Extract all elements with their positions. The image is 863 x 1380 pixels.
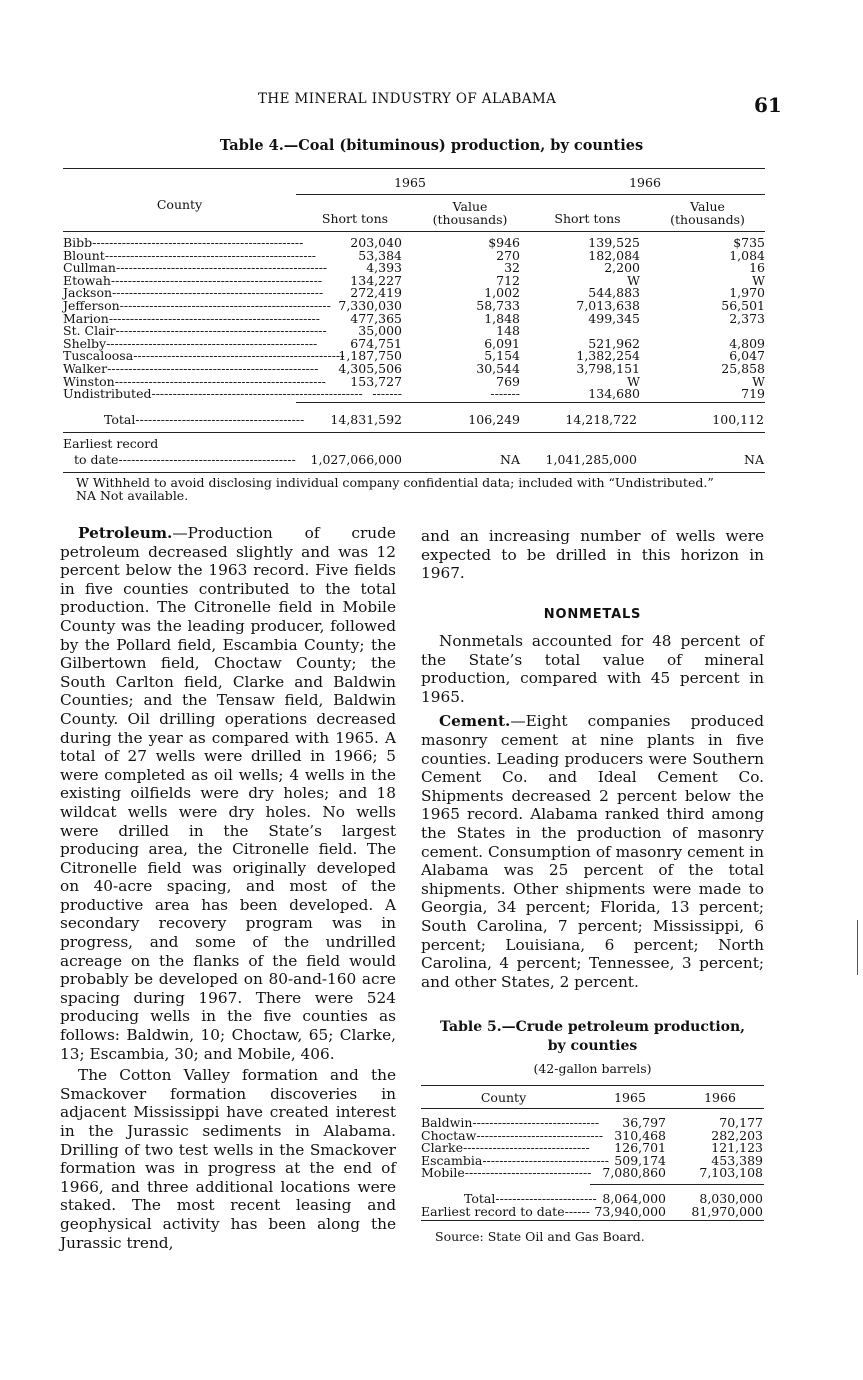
table4-row-value-1965: 148 [496, 323, 520, 339]
table5-bottom-rule [421, 1220, 764, 1221]
table4-row-county: Etowah-------------------------------------------------- [63, 272, 323, 288]
table4-row-value-1965: 5,154 [484, 348, 520, 364]
table4-year-rule [296, 194, 765, 195]
table5-total-rule [590, 1184, 764, 1185]
table4-year-1966: 1966 [629, 175, 661, 190]
table4-row-tons-1965: 477,365 [350, 310, 402, 326]
table4-row-county: Shelby-------------------------------------------------- [63, 335, 318, 351]
petroleum-runin: Petroleum. [78, 524, 173, 542]
table4-row-tons-1965: 35,000 [358, 323, 402, 339]
table5-row-1965: 7,080,860 [602, 1165, 666, 1181]
table4-total-rule [296, 402, 765, 403]
table5-row-1965: 310,468 [614, 1127, 666, 1143]
table4-row-county: Marion-------------------------------------------------- [63, 310, 320, 326]
table4-row-county: Walker-------------------------------------------------- [63, 361, 319, 376]
nonmetals-heading: NONMETALS [543, 607, 642, 622]
table5-row-1966: 121,123 [711, 1140, 763, 1156]
left-column [60, 524, 396, 1252]
table4-row-value-1966: $735 [733, 235, 765, 250]
table4-col-tons-1966: Short tons [554, 211, 621, 226]
table4-row-value-1965: 1,848 [484, 310, 520, 326]
table4-row-county: Undistributed-------------------------------------------------- [63, 386, 363, 402]
table4-earliest-v65: NA [500, 452, 520, 467]
table4-row-tons-1966: 7,013,638 [576, 298, 640, 313]
table5-col-county: County [480, 1090, 527, 1105]
table4-row-county: St. Clair-------------------------------------------------- [63, 323, 327, 339]
table5-row-1965: 36,797 [622, 1115, 666, 1130]
table4-header-rule [63, 231, 765, 232]
table4-row-tons-1966: 2,200 [604, 260, 640, 276]
table5-row-1966: 70,177 [719, 1115, 763, 1130]
table4-row-value-1966: 16 [749, 260, 765, 276]
table5-earliest-label: Earliest record to date------ [421, 1204, 590, 1219]
table5-subtitle: (42-gallon barrels) [533, 1061, 652, 1076]
table4-row-tons-1965: 203,040 [350, 235, 402, 250]
table5-title: Table 5.—Crude petroleum production, by counties [439, 1019, 746, 1054]
table4-bottom-rule [63, 472, 765, 473]
table5-row-county: Baldwin------------------------------ [421, 1115, 600, 1130]
table4-row-value-1965: 58,733 [476, 298, 520, 313]
table4-row-value-1966: W [752, 272, 765, 288]
table4-row-tons-1965: 1,187,750 [338, 348, 402, 364]
table5-col-1966: 1966 [704, 1090, 736, 1105]
running-head: THE MINERAL INDUSTRY OF ALABAMA [258, 91, 557, 107]
table4-row-value-1965: 1,002 [484, 285, 520, 301]
table5-header-rule [421, 1108, 764, 1109]
right-column-lower [421, 632, 764, 991]
table4-top-rule [63, 168, 765, 169]
table4-earliest-label-l1: Earliest record [63, 436, 159, 451]
table4-row-value-1965: 30,544 [476, 361, 520, 376]
table4-row-value-1966: 1,084 [729, 247, 765, 263]
table4-row-tons-1965: 134,227 [350, 272, 402, 288]
table4-col-value-1966: Value (thousands) [670, 199, 745, 227]
table4-row-tons-1966: 544,883 [588, 285, 640, 301]
table4-row-tons-1965: 4,305,506 [338, 361, 402, 376]
table4-row-value-1966: 25,858 [721, 361, 765, 376]
table5-row-1965: 126,701 [614, 1140, 666, 1156]
table4-row-value-1966: 1,970 [729, 285, 765, 301]
table4-row-tons-1966: 134,680 [588, 386, 640, 402]
table4-row-tons-1966: 3,798,151 [576, 361, 640, 376]
table4-row-tons-1966: 182,084 [588, 247, 640, 263]
table4-col-tons-1965: Short tons [321, 211, 389, 226]
table4-row-county: Jackson-------------------------------------------------- [63, 285, 324, 301]
table4-row-value-1966: 6,047 [729, 348, 765, 364]
table4-row-tons-1965: 272,419 [350, 285, 402, 301]
table4-total-v65: 106,249 [468, 412, 520, 427]
table4-row-tons-1965: 7,330,030 [338, 298, 402, 313]
table5-row-county: Mobile------------------------------ [421, 1165, 592, 1181]
table4-row-value-1965: 712 [496, 272, 520, 288]
right-column [421, 527, 764, 583]
table4-row-tons-1966: 521,962 [588, 335, 640, 351]
table4-row-value-1966: W [752, 373, 765, 389]
table4-earliest-label-l2: to date------------------------------------------ [74, 452, 296, 467]
table4-total-bottom-rule [63, 432, 765, 433]
nonmetals-paragraph: Nonmetals accounted for 48 percent of the State’s total value of mineral production, compared with 45 percent in 1965. [421, 632, 764, 706]
margin-mark [857, 920, 858, 975]
table4-row-tons-1965: ------- [372, 386, 402, 402]
table4-row-county: Tuscaloosa-------------------------------------------------- [63, 348, 345, 364]
table4-row-value-1965: 6,091 [484, 335, 520, 351]
table4-row-value-1965: 769 [496, 373, 520, 389]
table4-total-v66: 100,112 [712, 412, 764, 427]
table4-row-value-1965: ------- [490, 386, 520, 402]
table4-row-county: Winston-------------------------------------------------- [63, 373, 326, 389]
table4-row-tons-1966: W [627, 373, 640, 389]
table5-total-label: Total------------------------ [464, 1191, 597, 1206]
table4-row-value-1966: 719 [741, 386, 765, 402]
table4-row-tons-1966: 1,382,254 [576, 348, 640, 364]
table4-row-value-1965: 270 [496, 247, 520, 263]
table5-total-1965: 8,064,000 [602, 1191, 666, 1206]
table4-row-value-1965: $946 [488, 235, 520, 250]
petroleum-paragraph: Petroleum.—Production of crude petroleum decreased slightly and was 12 percent below the 1963 record. Five fields in five counties contributed to the total production. The Citronelle field in Mobile County was the leading producer, followed by the Pollard field, Escambia County; the Gilbertown field, Choctaw County; the South Carlton field, Clarke and Baldwin Counties; and the Tensaw field, Baldwin County. Oil drilling operations decreased during the year as compared with 1965. A total of 27 wells were drilled in 1966; 5 were completed as oil wells; 4 wells in the existing oilfields were dry holes; and 18 wildcat wells were dry holes. No wells were drilled in the State’s largest producing area, the Citronelle field. The Citronelle field was originally developed on 40-acre spacing, and most of the productive area has been developed. A secondary recovery program was in progress, and some of the undrilled acreage on the flanks of the field would probably be developed on 80-and-160 acre spacing during 1967. There were 524 producing wells in the five counties as follows: Baldwin, 10; Choctaw, 65; Clarke, 13; Escambia, 30; and Mobile, 406. [60, 524, 396, 1063]
table5-row-county: Clarke------------------------------ [421, 1140, 590, 1156]
table5-row-1965: 509,174 [614, 1152, 666, 1168]
table4-row-county: Blount-------------------------------------------------- [63, 247, 317, 263]
table4-total-t66: 14,218,722 [565, 412, 637, 427]
table5-top-rule [421, 1085, 764, 1086]
table5-row-1966: 282,203 [711, 1127, 763, 1143]
table4-total-t65: 14,831,592 [330, 412, 402, 427]
table4-footnote-na: NA Not available. [76, 488, 189, 503]
table4-row-tons-1965: 153,727 [350, 373, 402, 389]
table4-row-value-1966: 4,809 [729, 335, 765, 351]
table4-row-value-1966: 56,501 [721, 298, 765, 313]
table4-row-value-1965: 32 [504, 260, 520, 276]
table4-row-county: Cullman-------------------------------------------------- [63, 260, 328, 276]
table4-earliest-v66: NA [744, 452, 764, 467]
table4-row-value-1966: 2,373 [729, 310, 765, 326]
table4-total-label: Total---------------------------------------- [104, 412, 305, 427]
table4-row-tons-1966: W [627, 272, 640, 288]
table4-footnote-w: W Withheld to avoid disclosing individual company confidential data; included with “Undistributed.” [76, 475, 714, 490]
table5-earliest-1966: 81,970,000 [691, 1204, 763, 1219]
jurassic-paragraph: The Cotton Valley formation and the Smackover formation discoveries in adjacent Mississippi have created interest in the Jurassic sediments in Alabama. Drilling of two test wells in the Smackover formation was in progress at the end of 1966, and three additional locations were staked. The most recent leasing and geophysical activity has been along the Jurassic trend, [60, 1066, 396, 1252]
cement-runin: Cement. [439, 712, 511, 731]
table4-row-tons-1965: 53,384 [358, 247, 402, 263]
table5-row-county: Choctaw------------------------------ [421, 1127, 604, 1143]
table4-year-1965: 1965 [394, 175, 426, 190]
table4-col-county: County [156, 197, 203, 212]
cement-paragraph: Cement.—Eight companies produced masonry cement at nine plants in five counties. Leading producers were Southern Cement Co. and Ideal Cement Co. Shipments decreased 2 percent below the 1965 record. Alabama ranked third among the States in the production of masonry cement. Consumption of masonry cement in Alabama was 25 percent of the total shipments. Other shipments were made to Georgia, 34 percent; Florida, 13 percent; South Carolina, 7 percent; Mississippi, 6 percent; Louisiana, 6 percent; North Carolina, 4 percent; Tennessee, 3 percent; and other States, 2 percent. [421, 712, 764, 991]
table4-row-county: Jefferson-------------------------------------------------- [63, 298, 331, 313]
table5-row-1966: 7,103,108 [699, 1165, 763, 1181]
table4-row-tons-1966: 139,525 [588, 235, 640, 250]
table5-col-1965: 1965 [614, 1090, 646, 1105]
table4-earliest-t65: 1,027,066,000 [310, 452, 402, 467]
table5-row-county: Escambia------------------------------ [421, 1152, 610, 1168]
page-number: 61 [754, 93, 782, 117]
table4-row-tons-1965: 4,393 [366, 260, 402, 276]
table5-earliest-1965: 73,940,000 [594, 1204, 666, 1219]
continued-paragraph: and an increasing number of wells were expected to be drilled in this horizon in 1967. [421, 527, 764, 583]
table5-source: Source: State Oil and Gas Board. [435, 1229, 645, 1244]
table4-earliest-t66: 1,041,285,000 [545, 452, 637, 467]
table4-row-tons-1965: 674,751 [350, 335, 402, 351]
table4-col-value-1965: Value (thousands) [432, 199, 508, 227]
table4-row-county: Bibb-------------------------------------------------- [63, 235, 304, 250]
table4-row-tons-1966: 499,345 [588, 310, 640, 326]
table5-total-1966: 8,030,000 [699, 1191, 763, 1206]
table4-title: Table 4.—Coal (bituminous) production, by counties [219, 137, 644, 154]
table5-row-1966: 453,389 [711, 1152, 763, 1168]
